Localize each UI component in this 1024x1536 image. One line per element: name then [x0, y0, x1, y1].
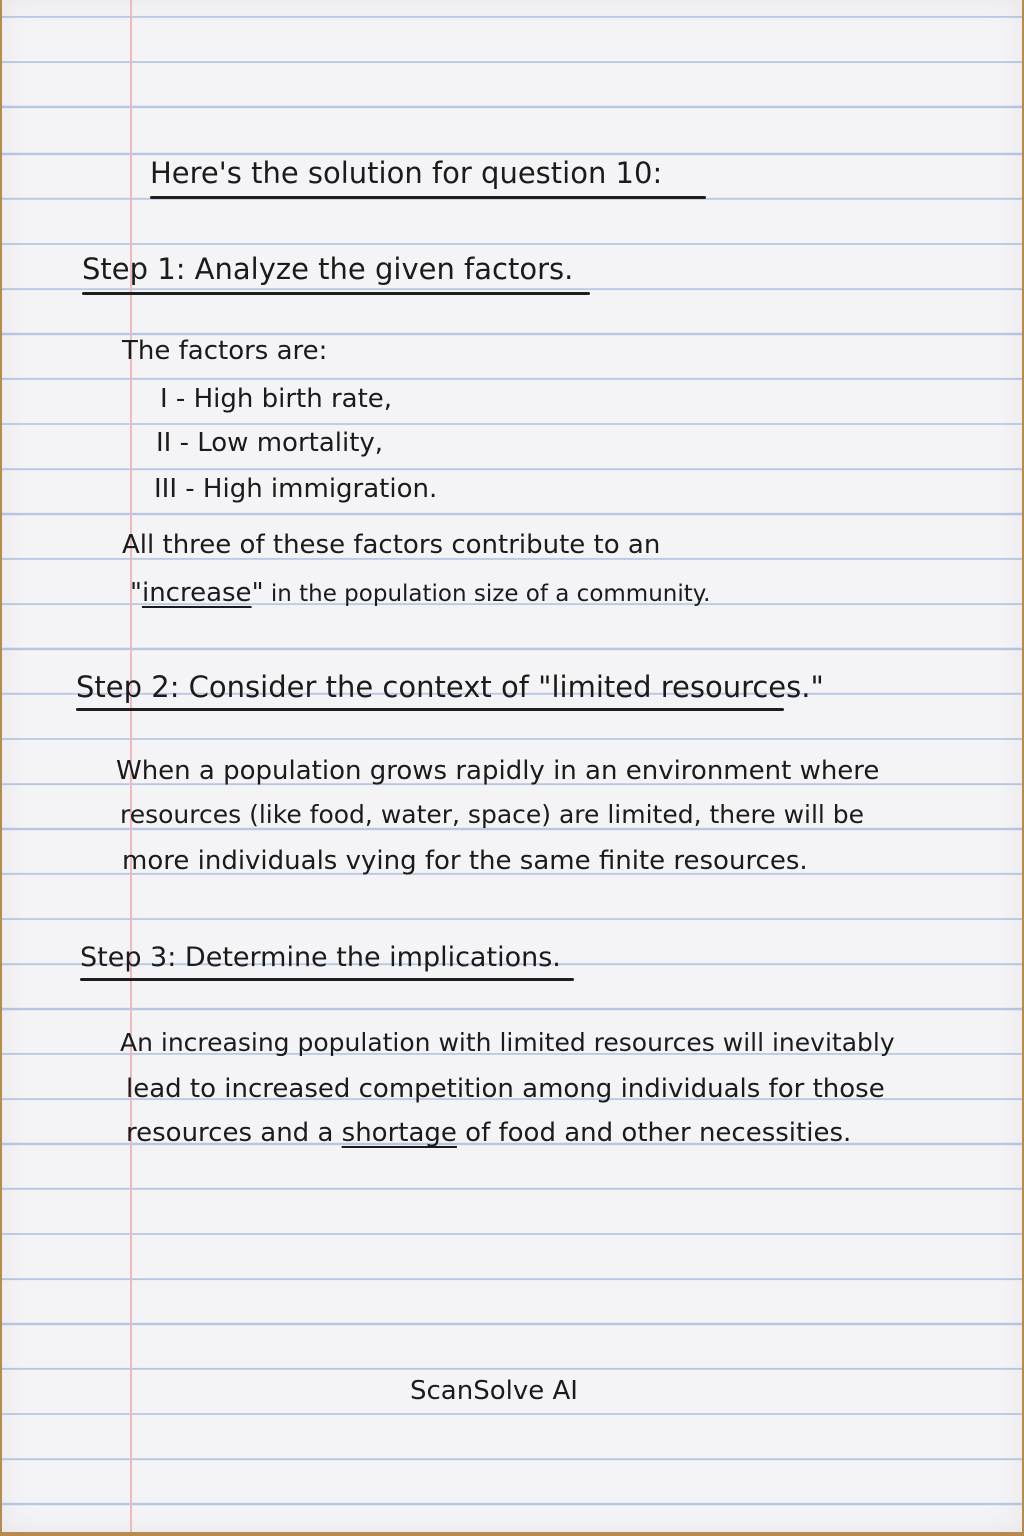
page-title: Here's the solution for question 10: — [150, 156, 663, 190]
factor-1: I - High birth rate, — [160, 384, 393, 414]
step-2-underline — [76, 708, 784, 711]
factor-3: III - High immigration. — [154, 474, 438, 504]
step-2-heading: Step 2: Consider the context of "limited resources." — [76, 670, 824, 704]
step-3-heading: Step 3: Determine the implications. — [80, 942, 561, 973]
summary-quote-open: " — [130, 578, 142, 608]
summary-emphasis: increase — [141, 578, 252, 608]
footer-brand: ScanSolve AI — [410, 1376, 578, 1406]
summary-line-1: All three of these factors contribute to an — [122, 530, 661, 560]
factors-intro: The factors are: — [122, 336, 328, 366]
step-2-line-3: more individuals vying for the same finite resources. — [122, 846, 808, 876]
step-3-line-3-after: of food and other necessities. — [456, 1118, 852, 1148]
step-1-heading: Step 1: Analyze the given factors. — [82, 252, 574, 286]
shortage-emphasis: shortage — [341, 1118, 457, 1148]
notebook-paper — [2, 0, 1022, 1532]
step-3-line-3 — [126, 1118, 851, 1148]
factor-2: II - Low mortality, — [156, 428, 384, 458]
summary-line-2 — [130, 578, 710, 608]
step-3-line-1: An increasing population with limited resources will inevitably — [120, 1028, 895, 1057]
step-2-line-2: resources (like food, water, space) are limited, there will be — [120, 800, 865, 829]
step-1-underline — [82, 292, 590, 295]
summary-rest: in the population size of a community. — [263, 581, 711, 607]
title-underline — [150, 196, 706, 199]
step-3-line-3-before: resources and a — [126, 1118, 342, 1148]
step-2-line-1: When a population grows rapidly in an environment where — [116, 756, 880, 786]
step-3-underline — [80, 978, 574, 981]
step-3-line-2: lead to increased competition among individuals for those — [126, 1074, 885, 1104]
summary-quote-close: " — [251, 578, 264, 608]
